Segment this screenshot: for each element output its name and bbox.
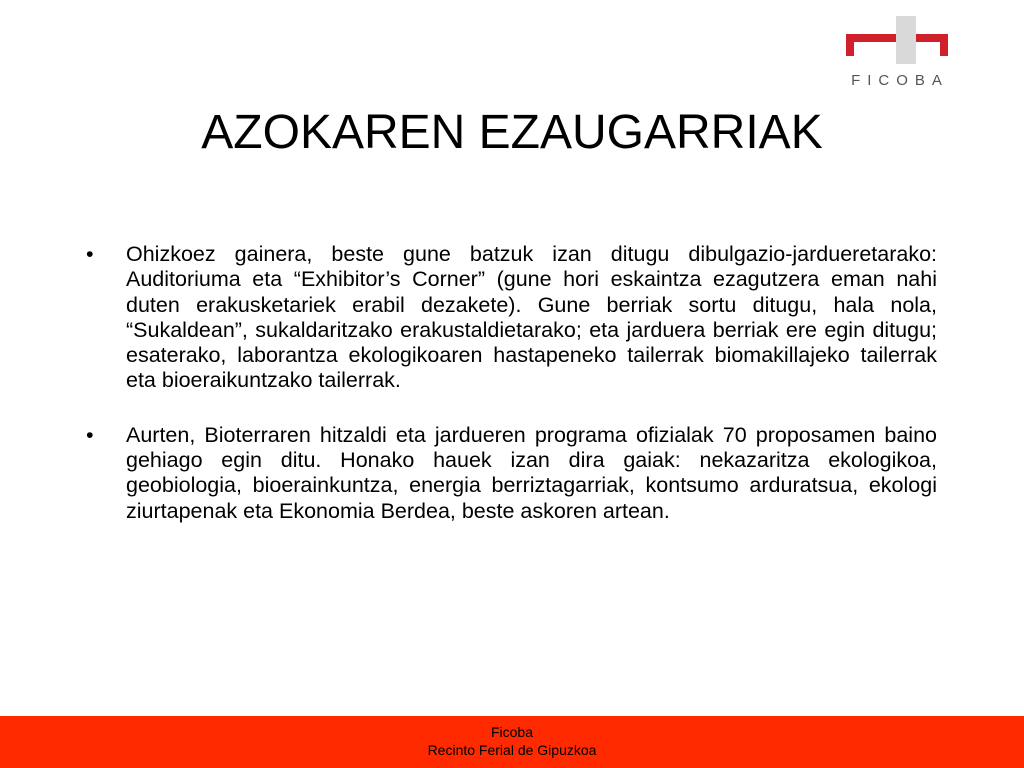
bullet-marker: •: [86, 242, 94, 266]
bullet-item: [86, 242, 937, 394]
ficoba-logo: [844, 16, 950, 89]
ficoba-logo-mark-icon: [844, 16, 950, 64]
footer: [0, 716, 1024, 768]
bullet-text: Ohizkoez gainera, beste gune batzuk izan ditugu dibulgazio-jardueretarako: Auditoriuma eta “Exhibitor’s Corner” (gune hori eskaintza ezagutzera eman nahi duten erakusketariek erabil dezakete). Gune berriak sortu ditugu, hala nola, “Sukaldean”, sukaldaritzako erakustaldietarako; eta jarduera berriak ere egin ditugu; esaterako, laborantza ekologikoaren hastapeneko tailerrak biomakillajeko tailerrak eta bioeraikuntzako tailerrak.: [126, 242, 937, 393]
bullet-text: Aurten, Bioterraren hitzaldi eta jardueren programa ofizialak 70 proposamen baino gehiago egin ditu. Honako hauek izan dira gaiak: nekazaritza ekologikoa, geobiologia, bioerainkuntza, energia berriztagarriak, kontsumo arduratsua, ekologi ziurtapenak eta Ekonomia Berdea, beste askoren artean.: [126, 422, 937, 523]
logo-text: FICOBA: [851, 72, 949, 89]
footer-line-2: Recinto Ferial de Gipuzkoa: [427, 742, 597, 758]
bullet-item: [86, 423, 937, 524]
bullet-list: [86, 242, 937, 553]
bullet-marker: •: [86, 422, 94, 447]
footer-line-1: Ficoba: [490, 724, 534, 740]
slide-title: AZOKAREN EZAUGARRIAK: [201, 106, 823, 159]
